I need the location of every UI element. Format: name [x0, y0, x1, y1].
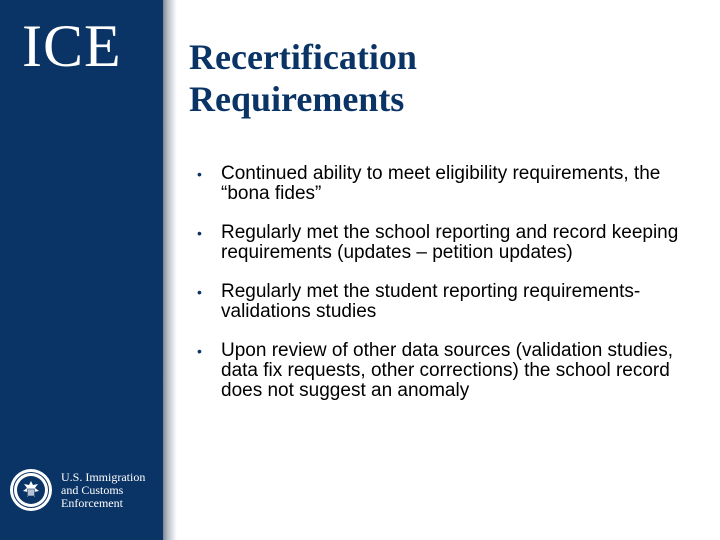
- bullet-text: Regularly met the student reporting requirements-validations studies: [221, 281, 641, 322]
- bullet-item: [195, 282, 685, 322]
- bullet-item: [195, 223, 685, 263]
- bullet-item: [195, 341, 685, 401]
- bullet-dot-icon: •: [197, 166, 202, 182]
- agency-name-line-1: U.S. Immigration: [61, 470, 146, 484]
- dhs-seal-icon: [9, 468, 53, 512]
- bullet-text: Continued ability to meet eligibility requirements, the “bona fides”: [221, 163, 661, 204]
- slide-title-line-1: Recertification: [189, 37, 417, 77]
- bullet-text: Regularly met the school reporting and record keeping requirements (updates – petition updates): [221, 222, 679, 263]
- bullet-item: [195, 164, 685, 204]
- slide-title: [189, 36, 689, 120]
- agency-name-line-3: Enforcement: [61, 496, 123, 510]
- bullet-text: Upon review of other data sources (validation studies, data fix requests, other corrections) the school record does not suggest an anomaly: [221, 340, 674, 401]
- sidebar-panel: [0, 0, 163, 540]
- ice-logo-text: ICE: [22, 13, 122, 79]
- bullet-dot-icon: •: [197, 343, 202, 359]
- bullet-dot-icon: •: [197, 284, 202, 300]
- slide-title-line-2: Requirements: [189, 79, 405, 119]
- agency-name: [61, 471, 145, 510]
- bullet-dot-icon: •: [197, 225, 202, 241]
- sidebar-shadow: [163, 0, 177, 540]
- bullet-list: [195, 164, 685, 401]
- agency-name-line-2: and Customs: [61, 483, 124, 497]
